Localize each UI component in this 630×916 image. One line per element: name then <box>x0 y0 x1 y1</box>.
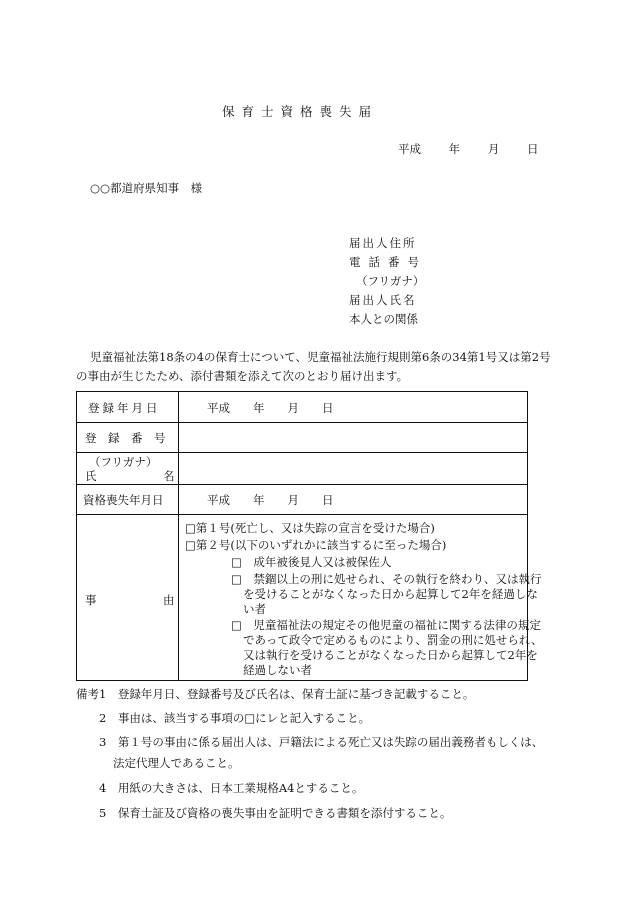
registration-date-label: 登録年月日 <box>88 401 161 415</box>
note-3: 3 第１号の事由に係る届出人は、戸籍法による死亡又は失踪の届出義務者もしくは、 <box>99 735 544 749</box>
note-5: 5 保育士証及び資格の喪失事由を証明できる書類を添付すること。 <box>99 806 452 820</box>
reason-sub-3-text: 経過しない者 <box>243 663 312 677</box>
reason-sub-2-checkbox[interactable]: □ 禁錮以上の刑に処せられ、その執行を終わり、又は執行 <box>231 572 542 586</box>
reason-sub-2-text: い者 <box>243 602 266 616</box>
name-label-char-1: 氏 <box>85 469 97 483</box>
name-value[interactable] <box>189 460 519 478</box>
date-era: 平成 <box>398 142 421 156</box>
reason-label-char-1: 事 <box>85 593 97 607</box>
row-divider <box>77 484 527 485</box>
reason-option-1-checkbox[interactable]: □第１号(死亡し、又は失踪の宣言を受けた場合) <box>185 521 435 535</box>
date-day: 日 <box>526 142 539 156</box>
registration-number-value[interactable] <box>189 430 519 446</box>
reason-sub-1-checkbox[interactable]: □ 成年被後見人又は被保佐人 <box>231 555 392 569</box>
reason-sub-3-text: 又は執行を受けることがなくなった日から起算して2年を <box>243 648 538 662</box>
submitter-relationship-label: 本人との関係 <box>349 312 418 326</box>
page-title: 保育士資格喪失届 <box>222 104 379 119</box>
name-furigana-label: （フリガナ） <box>89 455 158 469</box>
name-label-char-2: 名 <box>163 469 175 483</box>
note-3-continued: 法定代理人であること。 <box>113 756 240 770</box>
date-year: 年 <box>448 142 461 156</box>
reason-sub-2-text: を受けることがなくなった日から起算して2年を経過しな <box>243 587 538 601</box>
reason-sub-3-text: であって政令で定めるものにより、罰金の刑に処せられ、 <box>243 633 543 647</box>
submission-date <box>398 141 538 157</box>
submitter-furigana-label: （フリガナ） <box>356 274 425 288</box>
note-4: 4 用紙の大きさは、日本工業規格A4とすること。 <box>99 781 364 795</box>
reason-sub-3-checkbox[interactable]: □ 児童福祉法の規定その他児童の福祉に関する法律の規定 <box>231 618 541 632</box>
reason-option-2-checkbox[interactable]: □第２号(以下のいずれかに該当するに至った場合) <box>185 538 447 552</box>
submitter-address-label: 届出人住所 <box>349 236 417 250</box>
column-divider <box>178 392 179 680</box>
submitter-phone-label: 電話番号 <box>349 255 427 269</box>
registration-number-label: 登 録 番 号 <box>85 431 166 445</box>
note-2: 2 事由は、該当する事項の□にレと記入すること。 <box>99 711 371 725</box>
row-divider <box>77 514 527 515</box>
row-divider <box>77 452 527 453</box>
submitter-name-label: 届出人氏名 <box>349 293 417 307</box>
addressee: ○○都道府県知事 様 <box>90 181 203 195</box>
loss-date-value[interactable]: 平成 年 月 日 <box>207 493 334 507</box>
note-1: 備考1 登録年月日、登録番号及び氏名は、保育士証に基づき記載すること。 <box>76 687 475 701</box>
intro-line-1: 児童福祉法第18条の4の保育士について、児童福祉法施行規則第6条の34第1号又は第2号 <box>90 350 551 364</box>
reason-label-char-2: 由 <box>163 593 175 607</box>
registration-date-value[interactable]: 平成 年 月 日 <box>207 401 334 415</box>
date-month: 月 <box>487 142 500 156</box>
loss-date-label: 資格喪失年月日 <box>83 493 164 507</box>
intro-line-2: の事由が生じたため、添付書類を添えて次のとおり届け出ます。 <box>76 369 409 383</box>
row-divider <box>77 422 527 423</box>
notification-table <box>76 391 543 681</box>
